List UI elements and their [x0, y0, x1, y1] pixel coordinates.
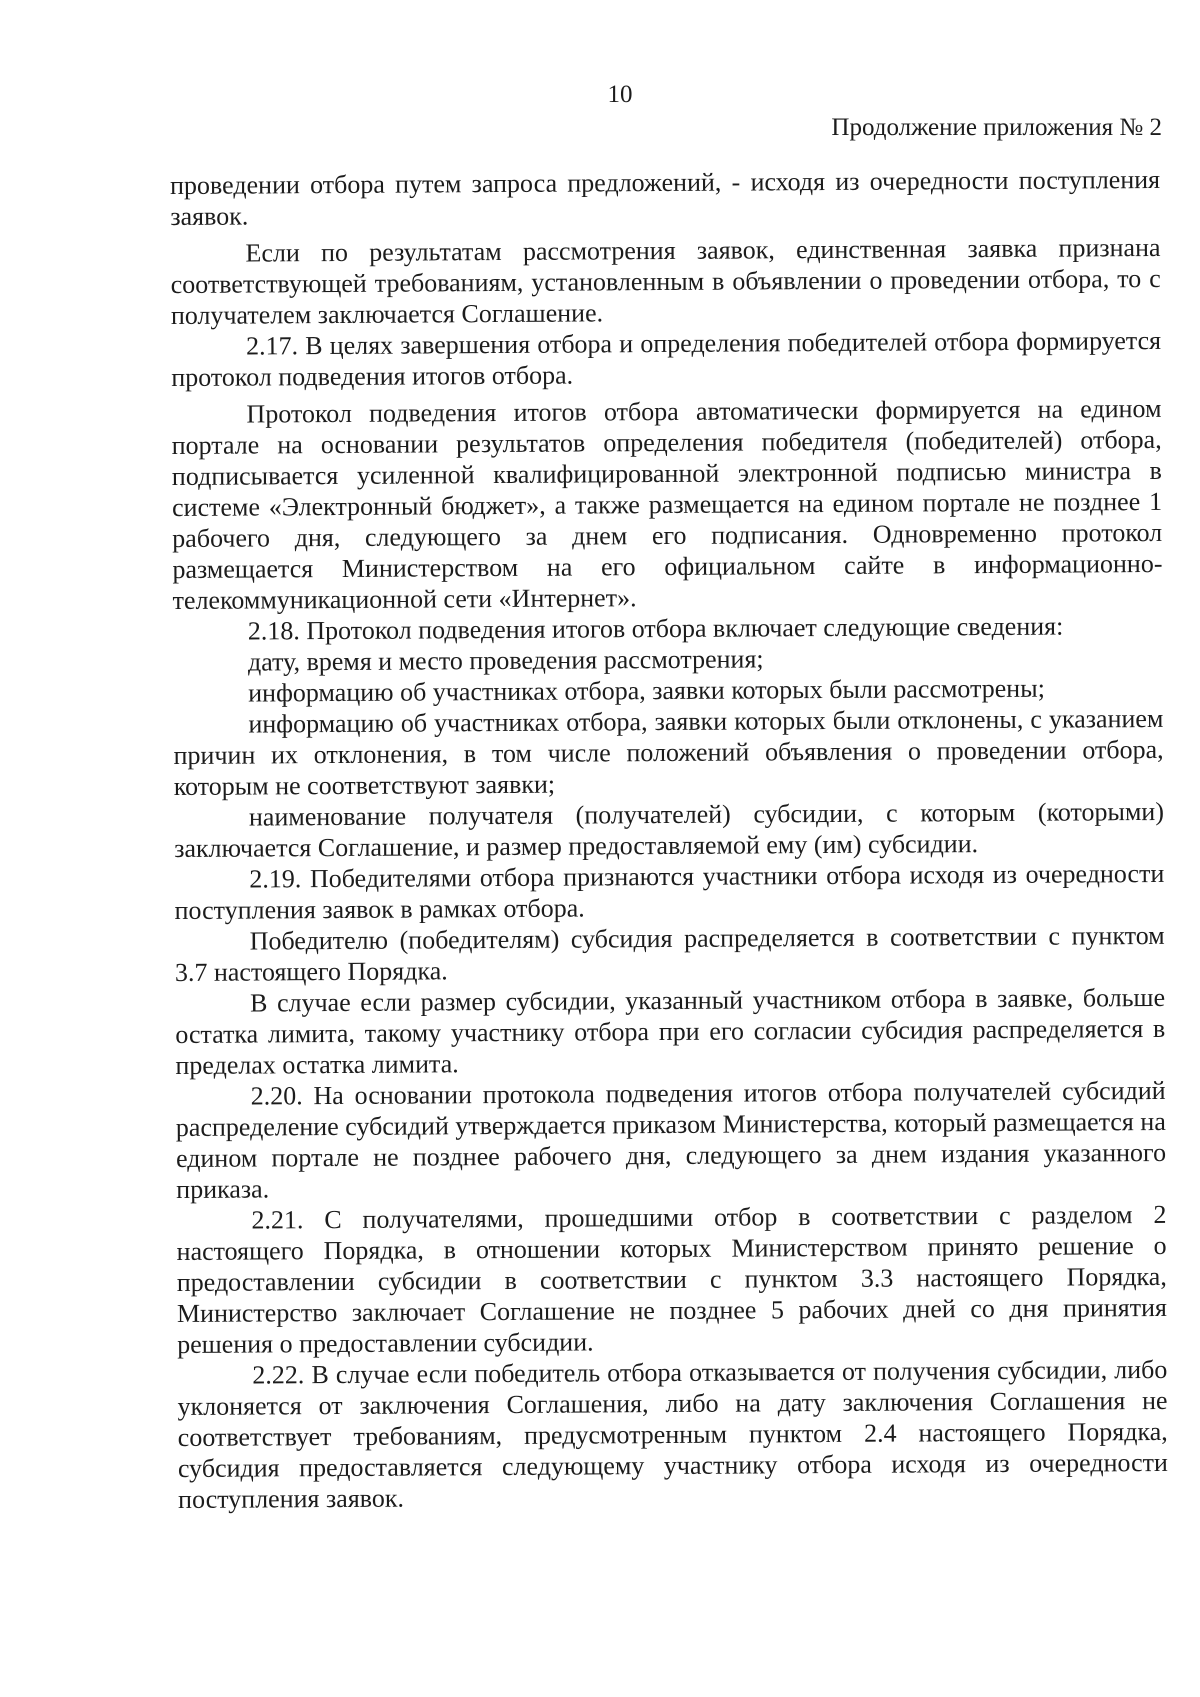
paragraph: Если по результатам рассмотрения заявок, единственная заявка признана соответствующей требованиям, установленным в объявлении о проведении отбора, то с получателем заключается Соглашение. [170, 232, 1161, 330]
page-number: 10 [607, 81, 633, 108]
paragraph: наименование получателя (получателей) субсидии, с которым (которыми) заключается Соглашение, и размер предоставляемой ему (им) субсидии. [174, 796, 1165, 863]
paragraph: информацию об участниках отбора, заявки которых были рассмотрены; [248, 673, 1045, 708]
paragraph: 2.17. В целях завершения отбора и определения победителей отбора формируется протокол подведения итогов отбора. [171, 325, 1162, 392]
paragraph: информацию об участниках отбора, заявки которых были отклонены, с указанием причин их отклонения, в том числе положений объявления о проведении отбора, которым не соответствуют заявки; [173, 703, 1164, 801]
paragraph: В случае если размер субсидии, указанный участником отбора в заявке, больше остатка лимита, такому участнику отбора при его согласии субсидия распределяется в пределах остатка лимита. [175, 982, 1166, 1080]
paragraph: 2.20. На основании протокола подведения итогов отбора получателей субсидий распределение субсидий утверждается приказом Министерства, который размещается на едином портале не позднее рабочего дня, следующего за днем издания указанного приказа. [175, 1075, 1167, 1204]
paragraph: 2.18. Протокол подведения итогов отбора включает следующие сведения: [247, 611, 1064, 646]
paragraph: Протокол подведения итогов отбора автоматически формируется на едином портале на основании результатов определения победителя (победителей) отбора, подписывается усиленной квалифицированной электронной подписью министра в системе «Электронный бюджет», а также размещается на едином портале не позднее 1 рабочего дня, следующего за днем его подписания. Одновременно протокол размещается Министерством на его официальном сайте в информационно-телекоммуникационной сети «Интернет». [171, 393, 1163, 615]
paragraph: 2.21. С получателями, прошедшими отбор в соответствии с разделом 2 настоящего Порядка, в отношении которых Министерством принято решение о предоставлении субсидии в соответствии с пунктом 3.3 настоящего Порядка, Министерство заключает Соглашение не позднее 5 рабочих дней со дня принятия решения о предоставлении субсидии. [176, 1199, 1168, 1359]
paragraph: проведении отбора путем запроса предложений, - исходя из очередности поступления заявок. [170, 164, 1161, 231]
appendix-continuation-header: Продолжение приложения № 2 [831, 114, 1162, 141]
paragraph: Победителю (победителям) субсидия распределяется в соответствии с пунктом 3.7 настоящего Порядка. [174, 920, 1165, 987]
document-body [170, 164, 1168, 1515]
paragraph: 2.19. Победителями отбора признаются участники отбора исходя из очередности поступления заявок в рамках отбора. [174, 858, 1165, 925]
paragraph: 2.22. В случае если победитель отбора отказывается от получения субсидии, либо уклоняется от заключения Соглашения, либо на дату заключения Соглашения не соответствует требованиям, предусмотренным пунктом 2.4 настоящего Порядка, субсидия предоставляется следующему участнику отбора исходя из очередности поступления заявок. [177, 1354, 1169, 1514]
paragraph: дату, время и место проведения рассмотрения; [247, 644, 764, 677]
